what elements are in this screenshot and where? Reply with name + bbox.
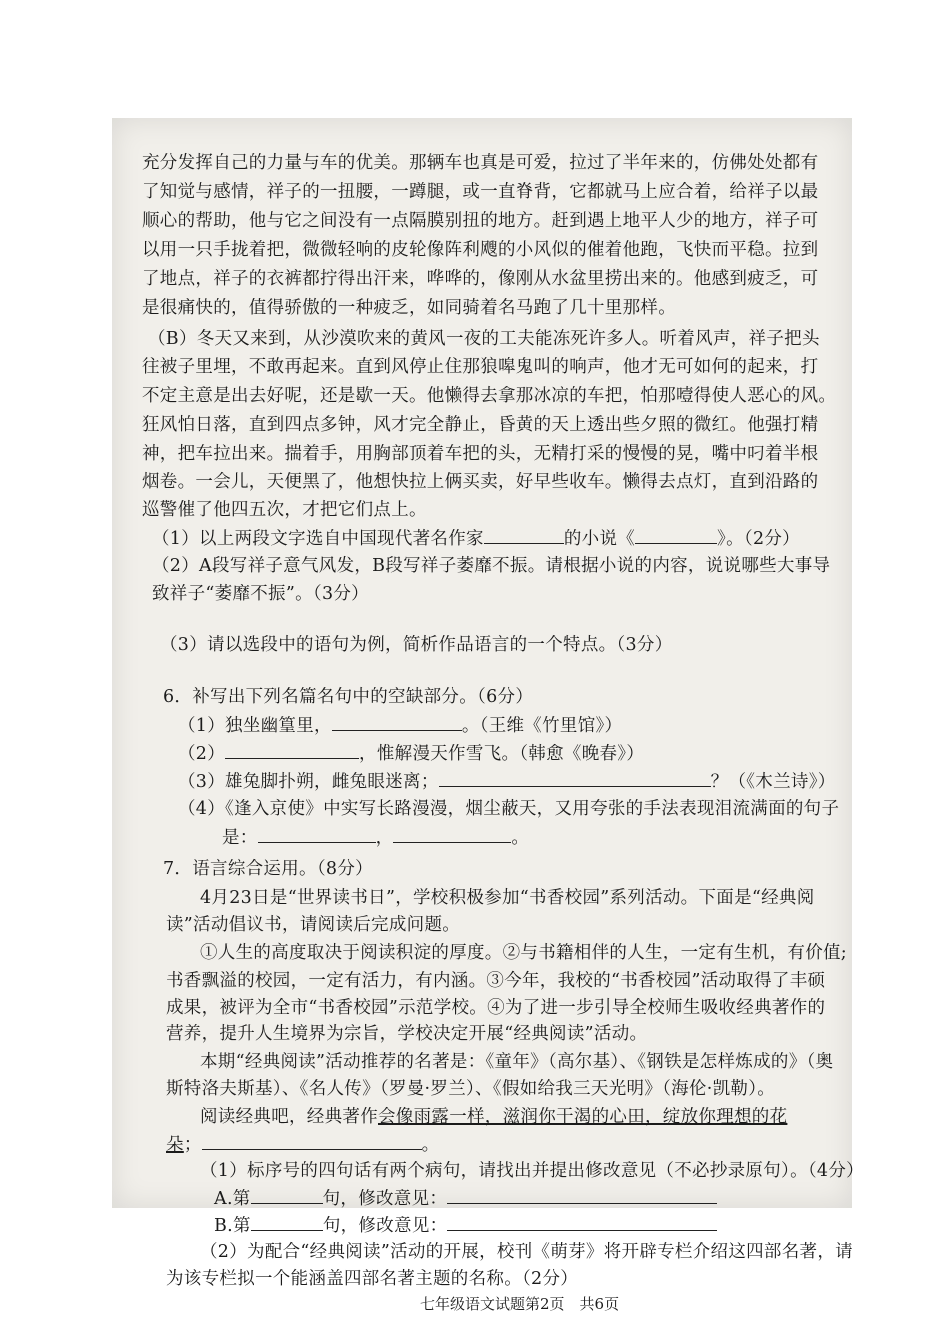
q7-sub1-b bbox=[214, 1212, 717, 1239]
q6-item-4-line-2 bbox=[222, 824, 529, 851]
q6-item-4-text-d: 。 bbox=[511, 828, 530, 848]
q7-sub1-a bbox=[214, 1185, 717, 1212]
q7-b-revision-blank[interactable] bbox=[447, 1212, 717, 1231]
passage-b-line-3: 不定主意是出去好呢，还是歇一天。他懒得去拿那冰凉的车把，怕那噎得使人恶心的风。 bbox=[142, 386, 837, 406]
passage-b-line-5: 神，把车拉出来。揣着手，用胸部顶着车把的头，无精打采的慢慢的晃，嘴中叼着半根 bbox=[142, 444, 819, 464]
q5-author-blank[interactable] bbox=[484, 525, 564, 544]
q7-closing-period: 。 bbox=[421, 1135, 440, 1155]
q7-sub1-b-label: B.第 bbox=[214, 1216, 251, 1236]
q6-blank-3[interactable] bbox=[439, 768, 711, 787]
q6-item-4-line-1: （4）《逢入京使》中实写长路漫漫，烟尘蔽天，又用夸张的手法表现泪流满面的句子 bbox=[178, 799, 840, 819]
passage-a-line-6: 是很痛快的，值得骄傲的一种疲乏，如同骑着名马跑了几十里那样。 bbox=[142, 298, 676, 318]
q6-item-4-text-b: 是： bbox=[222, 828, 258, 848]
q6-item-3-text-b: ？（《木兰诗》） bbox=[710, 772, 836, 792]
q7-sub1-b-text: 句，修改意见： bbox=[322, 1216, 448, 1236]
passage-a-line-2: 了知觉与感情，祥子的一扭腰，一蹲腿，或一直脊背，它都就马上应合着，给祥子以最 bbox=[142, 182, 819, 202]
q7-sub2-line-2: 为该专栏拟一个能涵盖四部名著主题的名称。（2分） bbox=[166, 1269, 579, 1289]
q7-a-revision-blank[interactable] bbox=[447, 1185, 717, 1204]
passage-a-line-5: 了地点，祥子的衣裤都拧得出汗来，哗哗的，像刚从水盆里捞出来的。他感到疲乏，可 bbox=[142, 269, 819, 289]
q7-sub2-line-1: （2）为配合“经典阅读”活动的开展，校刊《萌芽》将开辟专栏介绍这四部名著，请 bbox=[200, 1242, 853, 1262]
q6-title: 6．补写出下列名篇名句中的空缺部分。（6分） bbox=[163, 687, 534, 707]
q6-item-2-text-b: ，惟解漫天作雪飞。（韩愈《晚春》） bbox=[359, 744, 645, 764]
passage-b-line-1: （B）冬天又来到，从沙漠吹来的黄风一夜的工夫能冻死许多人。听着风声，祥子把头 bbox=[148, 329, 820, 349]
passage-b-line-2: 往被子里埋，不敢再起来。直到风停止住那狼嗥鬼叫的响声，他才无可如何的起来，打 bbox=[142, 357, 819, 377]
q6-item-4-text-c: ， bbox=[375, 828, 394, 848]
q5-sub3: （3）请以选段中的语句为例，简析作品语言的一个特点。（3分） bbox=[160, 635, 673, 655]
q7-closing-text-a: 阅读经典吧，经典著作 bbox=[200, 1107, 378, 1127]
q7-closing-line-1 bbox=[200, 1104, 787, 1130]
q6-blank-2[interactable] bbox=[225, 740, 359, 759]
q7-proposal-line-2: 书香飘溢的校园，一定有活力，有内涵。③今年，我校的“书香校园”活动取得了丰硕 bbox=[166, 971, 826, 991]
passage-a-line-3: 顺心的帮助，他与它之间没有一点隔膜别扭的地方。赶到遇上地平人少的地方，祥子可 bbox=[142, 211, 819, 231]
q7-proposal-line-1: ①人生的高度取决于阅读积淀的厚度。②与书籍相伴的人生，一定有生机，有价值; bbox=[200, 943, 847, 963]
passage-b-line-4: 狂风怕日落，直到四点多钟，风才完全静止，昏黄的天上透出些夕照的微红。他强打精 bbox=[142, 415, 819, 435]
q7-a-sentence-blank[interactable] bbox=[251, 1185, 323, 1204]
q5-sub1 bbox=[152, 525, 800, 552]
passage-a-line-1: 充分发挥自己的力量与车的优美。那辆车也真是可爱，拉过了半年来的，仿佛处处都有 bbox=[142, 153, 819, 173]
page-footer: 七年级语文试题第2页 共6页 bbox=[420, 1295, 620, 1313]
q5-sub1-text-a: （1）以上两段文字选自中国现代著名作家 bbox=[152, 529, 484, 549]
q6-item-2 bbox=[178, 740, 644, 767]
q7-books-line-2: 斯特洛夫斯基）、《名人传》（罗曼·罗兰）、《假如给我三天光明》（海伦·凯勒）。 bbox=[166, 1079, 776, 1099]
q7-books-line-1: 本期“经典阅读”活动推荐的名著是：《童年》（高尔基）、《钢铁是怎样炼成的》（奥 bbox=[200, 1052, 834, 1072]
q7-closing-underlined: 会像雨露一样，滋润你干渴的心田，绽放你理想的花 bbox=[378, 1107, 788, 1127]
q7-closing-semicolon: ； bbox=[183, 1135, 202, 1155]
q7-sub1-a-text: 句，修改意见： bbox=[322, 1189, 448, 1209]
q5-sub2-line-2: 致祥子“萎靡不振”。（3分） bbox=[152, 584, 369, 604]
q7-closing-blank[interactable] bbox=[202, 1131, 422, 1150]
q6-item-1-text-a: （1）独坐幽篁里， bbox=[178, 716, 332, 736]
passage-a-line-4: 以用一只手拢着把，微微轻响的皮轮像阵利飕的小风似的催着他跑，飞快而平稳。拉到 bbox=[142, 240, 819, 260]
q6-blank-4a[interactable] bbox=[258, 824, 376, 843]
q5-sub1-text-b: 的小说《 bbox=[563, 529, 636, 549]
q7-proposal-line-4: 营养，提升人生境界为宗旨，学校决定开展“经典阅读”活动。 bbox=[166, 1024, 648, 1044]
q6-blank-1[interactable] bbox=[332, 712, 462, 731]
q6-item-3 bbox=[178, 768, 836, 795]
q6-item-2-text-a: （2） bbox=[178, 744, 226, 764]
q7-title: 7．语言综合运用。（8分） bbox=[163, 859, 373, 879]
q6-item-3-text-a: （3）雄兔脚扑朔，雌兔眼迷离； bbox=[178, 772, 439, 792]
q7-closing-line-2 bbox=[166, 1131, 439, 1158]
q7-intro-line-1: 4月23日是“世界读书日”，学校积极参加“书香校园”系列活动。下面是“经典阅 bbox=[200, 888, 815, 908]
q7-sub1: （1）标序号的四句话有两个病句，请找出并提出修改意见（不必抄录原句）。（4分） bbox=[200, 1161, 864, 1181]
q5-sub2-line-1: （2）A段写祥子意气风发，B段写祥子萎靡不振。请根据小说的内容，说说哪些大事导 bbox=[152, 556, 831, 576]
q7-proposal-line-3: 成果，被评为全市“书香校园”示范学校。④为了进一步引导全校师生吸收经典著作的 bbox=[166, 998, 826, 1018]
q6-item-1 bbox=[178, 712, 622, 739]
passage-b-line-6: 烟卷。一会儿，天便黑了，他想快拉上俩买卖，好早些收车。懒得去点灯，直到沿路的 bbox=[142, 472, 819, 492]
q6-blank-4b[interactable] bbox=[393, 824, 511, 843]
q5-novel-blank[interactable] bbox=[635, 525, 717, 544]
q7-intro-line-2: 读”活动倡议书，请阅读后完成问题。 bbox=[166, 915, 461, 935]
q6-item-1-text-b: 。（王维《竹里馆》） bbox=[461, 716, 623, 736]
q7-b-sentence-blank[interactable] bbox=[251, 1212, 323, 1231]
passage-b-line-7: 巡警催了他四五次，才把它们点上。 bbox=[142, 500, 427, 520]
q5-sub1-text-c: 》。（2分） bbox=[717, 529, 800, 549]
q7-closing-underlined-end: 朵 bbox=[166, 1135, 184, 1155]
q7-sub1-a-label: A.第 bbox=[214, 1189, 251, 1209]
